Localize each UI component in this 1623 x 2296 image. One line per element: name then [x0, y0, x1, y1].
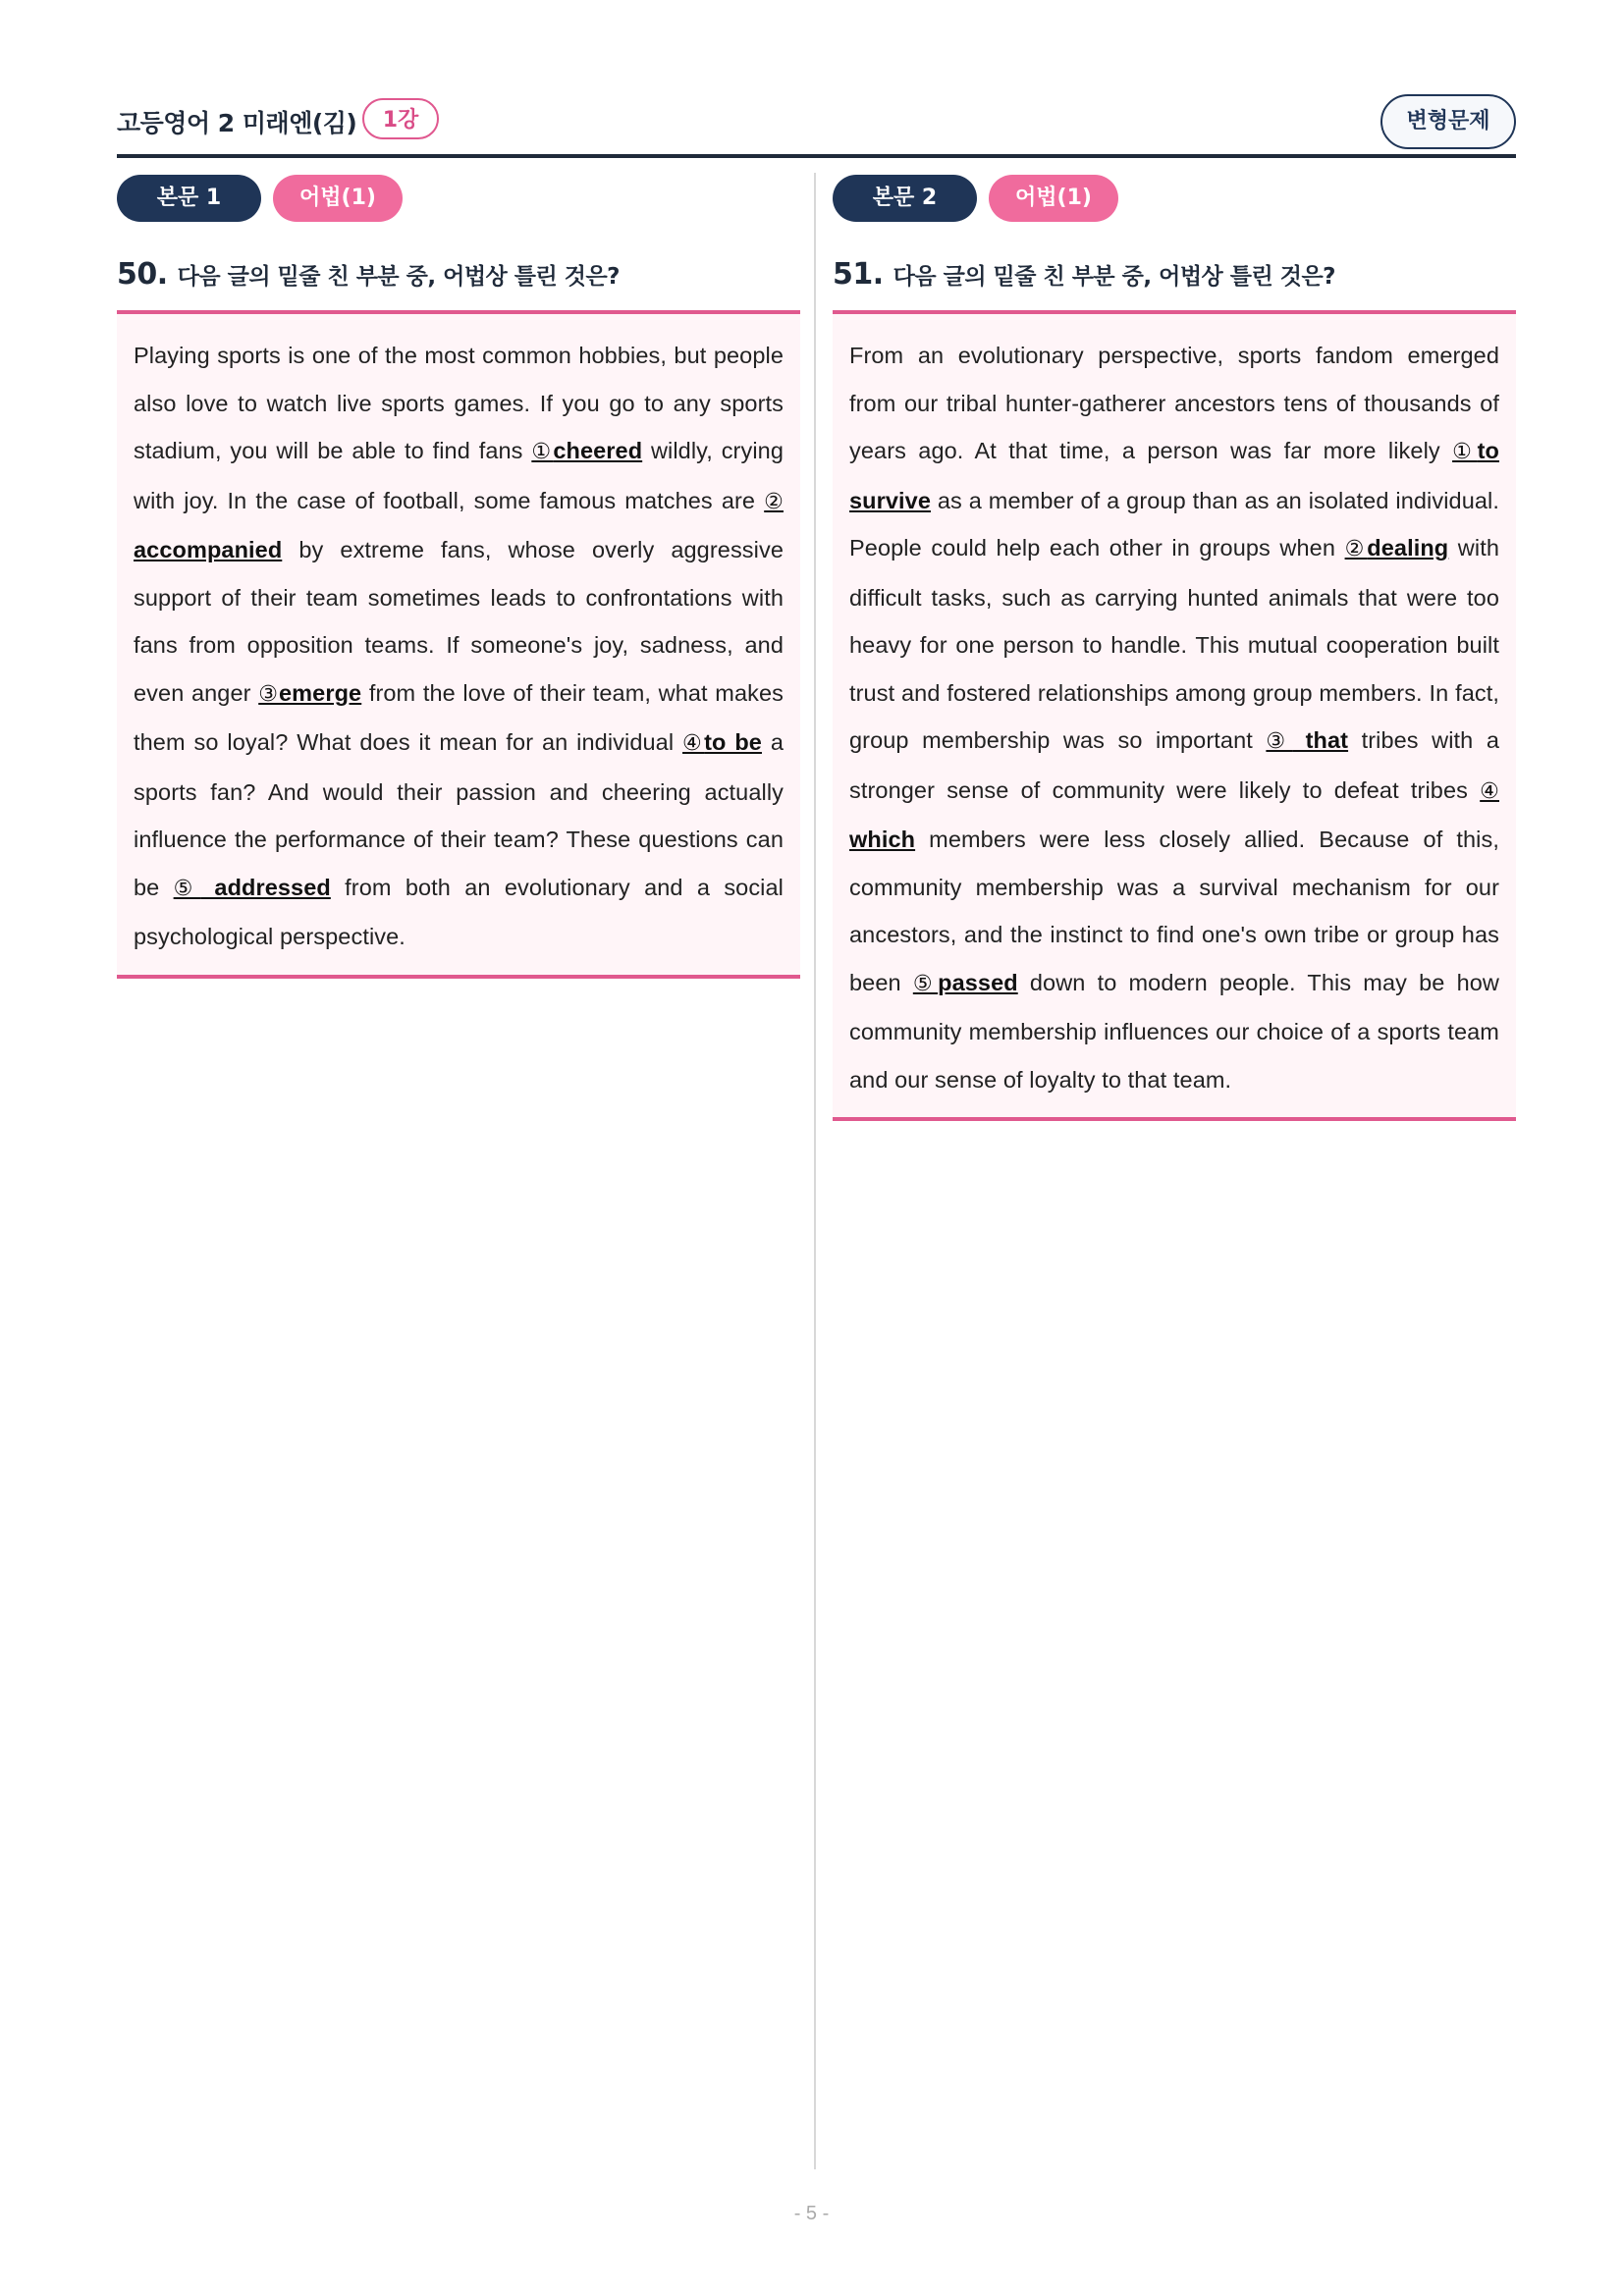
passage-text — [134, 332, 784, 961]
lesson-badge: 1강 — [362, 98, 439, 139]
passage-segment: wildly, crying with joy. In the case of football, some famous matches are — [134, 438, 784, 513]
section-tags — [833, 175, 1516, 222]
passage-segment: by extreme fans, whose overly aggressive support of their team sometimes leads to confrontations with fans from opposition teams. If someone's joy, sadness, and even anger — [134, 537, 784, 706]
problem-type-badge: 변형문제 — [1380, 94, 1516, 149]
section-label: 본문 1 — [117, 175, 261, 222]
choice-1 — [531, 438, 642, 463]
choice-number: ④ — [682, 731, 705, 756]
question-text: 다음 글의 밑줄 친 부분 중, 어법상 틀린 것은? — [177, 264, 620, 290]
passage-segment: as a member of a group than as an isolated individual. People could help each other in groups when — [849, 487, 1499, 561]
choice-number: ① — [1452, 440, 1478, 464]
section-tags — [117, 175, 800, 222]
choice-word: cheered — [553, 438, 643, 463]
page-number: - 5 - — [793, 2203, 830, 2224]
question-heading — [117, 257, 800, 296]
choice-word: which — [849, 827, 916, 852]
choice-number: ④ — [1480, 778, 1499, 804]
choice-word: emerge — [279, 679, 362, 706]
question-51-column — [833, 175, 1516, 1121]
choice-4 — [682, 729, 762, 755]
choice-5 — [174, 875, 331, 900]
choice-2 — [1345, 535, 1449, 561]
choice-word: to be — [704, 729, 762, 755]
passage-text — [849, 332, 1499, 1103]
passage-segment: from the love of their team, what makes them so loyal? What does it mean for an individual — [134, 679, 784, 755]
passage-segment: Playing sports is one of the most common hobbies, but people also love to watch live sports games. If you go to any sports stadium, you will be able to find fans — [134, 343, 784, 463]
question-number: 51. — [833, 257, 884, 292]
passage-segment: tribes with a stronger sense of community were likely to defeat tribes — [849, 727, 1500, 803]
choice-number: ⑤ — [173, 876, 201, 901]
choice-5 — [913, 970, 1018, 995]
header-divider — [117, 154, 1516, 158]
column-divider — [814, 173, 816, 2169]
choice-number: ③ — [258, 681, 279, 707]
passage-segment: with difficult tasks, such as carrying hunted animals that were too heavy for one person to handle. This mutual cooperation built trust and fostered relationships among group members. In fact, group membership was so important — [849, 535, 1499, 753]
question-heading — [833, 257, 1516, 296]
choice-number: ② — [1344, 537, 1368, 561]
passage-box — [117, 310, 800, 979]
category-label: 어법(1) — [989, 175, 1118, 222]
passage-box — [833, 310, 1516, 1121]
category-label: 어법(1) — [273, 175, 403, 222]
book-title: 고등영어 2 미래엔(김) — [117, 109, 357, 137]
choice-word: that — [1292, 727, 1349, 753]
question-number: 50. — [117, 257, 168, 292]
choice-word: to survive — [849, 438, 1499, 513]
passage-segment: members were less closely allied. Because of this, community membership was a survival mechanism for our ancestors, and the instinct to find one's own tribe or group has been — [849, 827, 1499, 995]
passage-segment: from both an evolutionary and a social psychological perspective. — [134, 874, 784, 949]
question-text: 다음 글의 밑줄 친 부분 중, 어법상 틀린 것은? — [893, 264, 1335, 290]
passage-segment: From an evolutionary perspective, sports fandom emerged from our tribal hunter-gatherer ancestors tens of thousands of years ago. At that time, a person was far more likely — [849, 343, 1499, 463]
choice-word: accompanied — [134, 537, 283, 562]
choice-word: passed — [938, 969, 1018, 995]
choice-word: addressed — [200, 874, 331, 900]
choice-number: ① — [531, 440, 554, 464]
choice-3 — [1266, 727, 1348, 753]
choice-number: ③ — [1266, 729, 1293, 754]
question-50-column — [117, 175, 800, 979]
choice-number: ② — [764, 489, 784, 514]
page-header — [117, 94, 1516, 157]
passage-segment: down to modern people. This may be how community membership influences our choice of a sports team and our sense of loyalty to that team. — [849, 969, 1500, 1093]
choice-3 — [258, 680, 361, 706]
passage-segment: a sports fan? And would their passion and cheering actually influence the performance of their team? These questions can be — [134, 729, 784, 900]
section-label: 본문 2 — [833, 175, 977, 222]
choice-word: dealing — [1367, 535, 1449, 561]
choice-number: ⑤ — [912, 971, 939, 996]
